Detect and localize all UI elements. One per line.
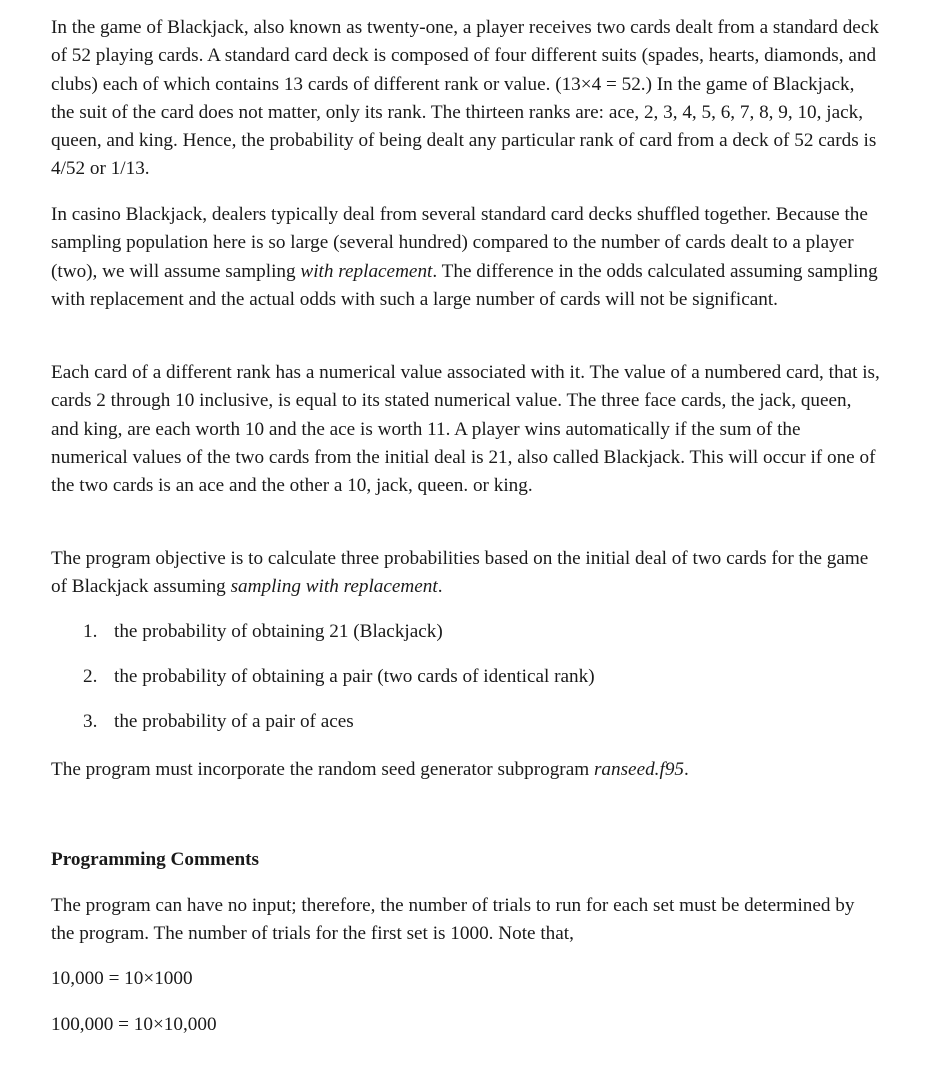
list-number: 3.: [83, 711, 98, 732]
paragraph-casino-text-b: . The difference in the odds calculated assuming sampling with replacement and the actual odds with such a large number of cards will not be significant.: [51, 260, 878, 310]
paragraph-ranseed-text-b: .: [684, 759, 689, 780]
list-item-1: [83, 618, 443, 646]
list-number: 1.: [83, 621, 98, 642]
paragraph-ranseed: [51, 756, 881, 784]
paragraph-objective-text-a: The program objective is to calculate three probabilities based on the initial deal of two cards for the game of Blackjack assuming: [51, 548, 869, 598]
paragraph-objective-emphasis: sampling with replacement: [230, 576, 438, 598]
list-item-3: [83, 708, 354, 736]
paragraph-intro: In the game of Blackjack, also known as twenty-one, a player receives two cards dealt from a standard deck of 52 playing cards. A standard card deck is composed of four different suits (spades, hearts, diamonds, and clubs) each of which contains 13 cards of different rank or value. (13×4 = 52.) In the game of Blackjack, the suit of the card does not matter, only its rank. The thirteen ranks are: ace, 2, 3, 4, 5, 6, 7, 8, 9, 10, jack, queen, and king. Hence, the probability of being dealt any particular rank of card from a deck of 52 cards is 4/52 or 1/13.: [51, 17, 879, 180]
paragraph-card-values: Each card of a different rank has a numerical value associated with it. The value of a numbered card, that is, cards 2 through 10 inclusive, is equal to its stated numerical value. The three face cards, the jack, queen, and king, are each worth 10 and the ace is worth 11. A player wins automatically if the sum of the numerical values of the two cards from the initial deal is 21, also called Blackjack. This will occur if one of the two cards is an ace and the other a 10, jack, queen. or king.: [51, 362, 880, 497]
equation-2: 100,000 = 10×10,000: [51, 1014, 217, 1035]
paragraph-casino-text-a: In casino Blackjack, dealers typically deal from several standard card decks shuffled together. Because the sampling population here is so large (several hundred) compared to the number of cards dealt to a player (two), we will assume sampling: [51, 204, 868, 282]
list-text: the probability of a pair of aces: [114, 711, 354, 732]
paragraph-objective: [51, 545, 881, 602]
equation-1: 10,000 = 10×1000: [51, 968, 193, 989]
paragraph-ranseed-text-a: The program must incorporate the random seed generator subprogram: [51, 759, 594, 780]
paragraph-programming-comments: The program can have no input; therefore, the number of trials to run for each set must be determined by the program. The number of trials for the first set is 1000. Note that,: [51, 895, 855, 945]
list-item-2: [83, 663, 595, 691]
list-text: the probability of obtaining a pair (two cards of identical rank): [114, 666, 595, 687]
paragraph-casino: [51, 201, 881, 314]
paragraph-objective-text-b: .: [437, 576, 443, 598]
list-text: the probability of obtaining 21 (Blackjack): [114, 621, 443, 642]
paragraph-ranseed-emphasis: ranseed.f95: [593, 759, 685, 780]
section-heading: Programming Comments: [51, 849, 260, 870]
list-number: 2.: [83, 666, 98, 687]
paragraph-casino-emphasis: with replacement: [300, 260, 433, 282]
